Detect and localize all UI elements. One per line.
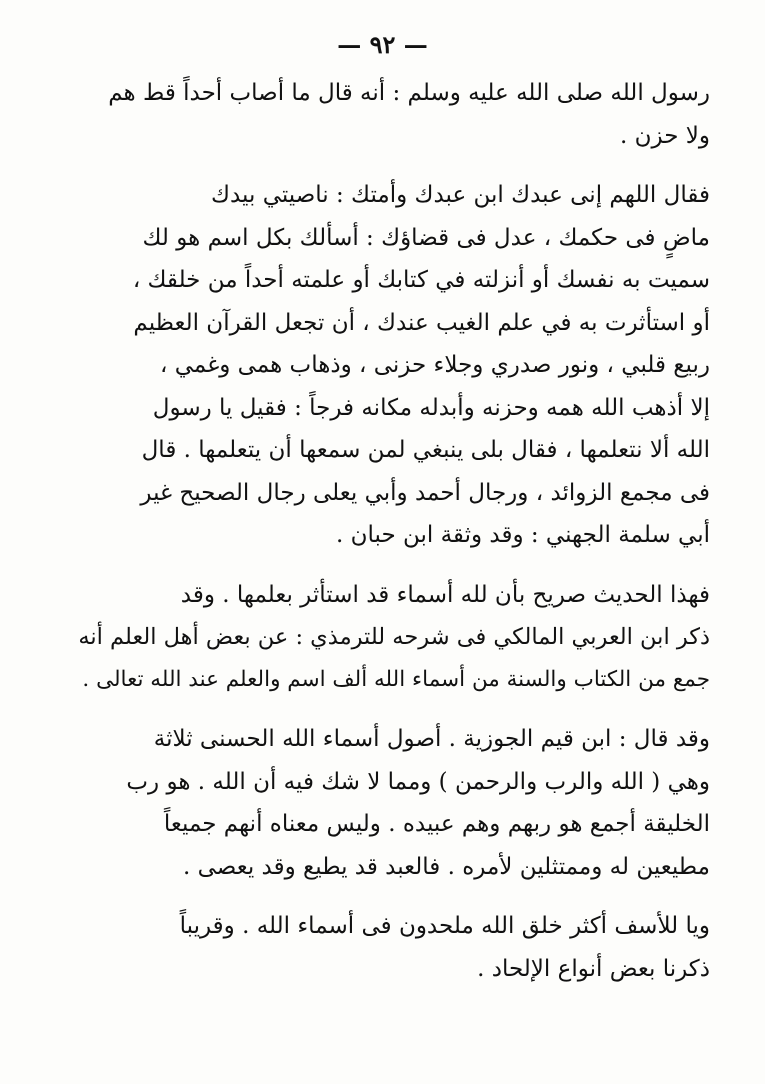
page-body [78, 72, 710, 1007]
text-line: ذكرنا بعض أنواع الإلحاد . [477, 955, 710, 982]
text-line: جمع من الكتاب والسنة من أسماء الله ألف اسم والعلم عند الله تعالى . [82, 666, 710, 692]
text-line: ربيع قلبي ، ونور صدري وجلاء حزنى ، وذهاب همى وغمي ، [160, 352, 710, 378]
text-line: ولا حزن . [620, 122, 710, 149]
page-number: — ٩٢ — [337, 30, 428, 59]
text-line: وقد قال : ابن قيم الجوزية . أصول أسماء الله الحسنى ثلاثة [153, 726, 710, 752]
text-line: رسول الله صلى الله عليه وسلم : أنه قال ما أصاب أحداً قط هم [108, 80, 710, 106]
paragraph-hadith-intro [78, 72, 710, 157]
paragraph-ibn-qayyim [78, 718, 710, 888]
text-line: الله ألا نتعلمها ، فقال بلى ينبغي لمن سمعها أن يتعلمها . قال [141, 437, 710, 463]
text-line: أو استأثرت به في علم الغيب عندك ، أن تجعل القرآن العظيم [133, 309, 710, 336]
text-line: ذكر ابن العربي المالكي فى شرحه للترمذي : عن بعض أهل العلم أنه [78, 624, 710, 650]
text-line: مطيعين له وممتثلين لأمره . فالعبد قد يطيع وقد يعصى . [182, 853, 710, 880]
paragraph-dua [78, 174, 710, 557]
text-line: ماضٍ فى حكمك ، عدل فى قضاؤك : أسألك بكل اسم هو لك [142, 224, 710, 251]
text-line: ويا للأسف أكثر خلق الله ملحدون فى أسماء الله . وقريباً [179, 913, 710, 939]
text-line: فقال اللهم إنى عبدك ابن عبدك وأمتك : ناصيتي بيدك [211, 182, 710, 208]
text-line: الخليقة أجمع هو ربهم وهم عبيده . وليس معناه أنهم جميعاً [163, 811, 710, 837]
text-line: فهذا الحديث صريح بأن لله أسماء قد استأثر بعلمها . وقد [180, 581, 710, 608]
text-line: وهي ( الله والرب والرحمن ) ومما لا شك فيه أن الله . هو رب [126, 768, 710, 795]
text-line: أبي سلمة الجهني : وقد وثقة ابن حبان . [336, 522, 710, 548]
paragraph-names-count [78, 574, 710, 702]
text-line: فى مجمع الزوائد ، ورجال أحمد وأبي يعلى رجال الصحيح غير [140, 479, 710, 506]
paragraph-ilhad [78, 905, 710, 990]
text-line: سميت به نفسك أو أنزلته في كتابك أو علمته أحداً من خلقك ، [132, 267, 710, 293]
text-line: إلا أذهب الله همه وحزنه وأبدله مكانه فرجاً : فقيل يا رسول [152, 394, 710, 421]
